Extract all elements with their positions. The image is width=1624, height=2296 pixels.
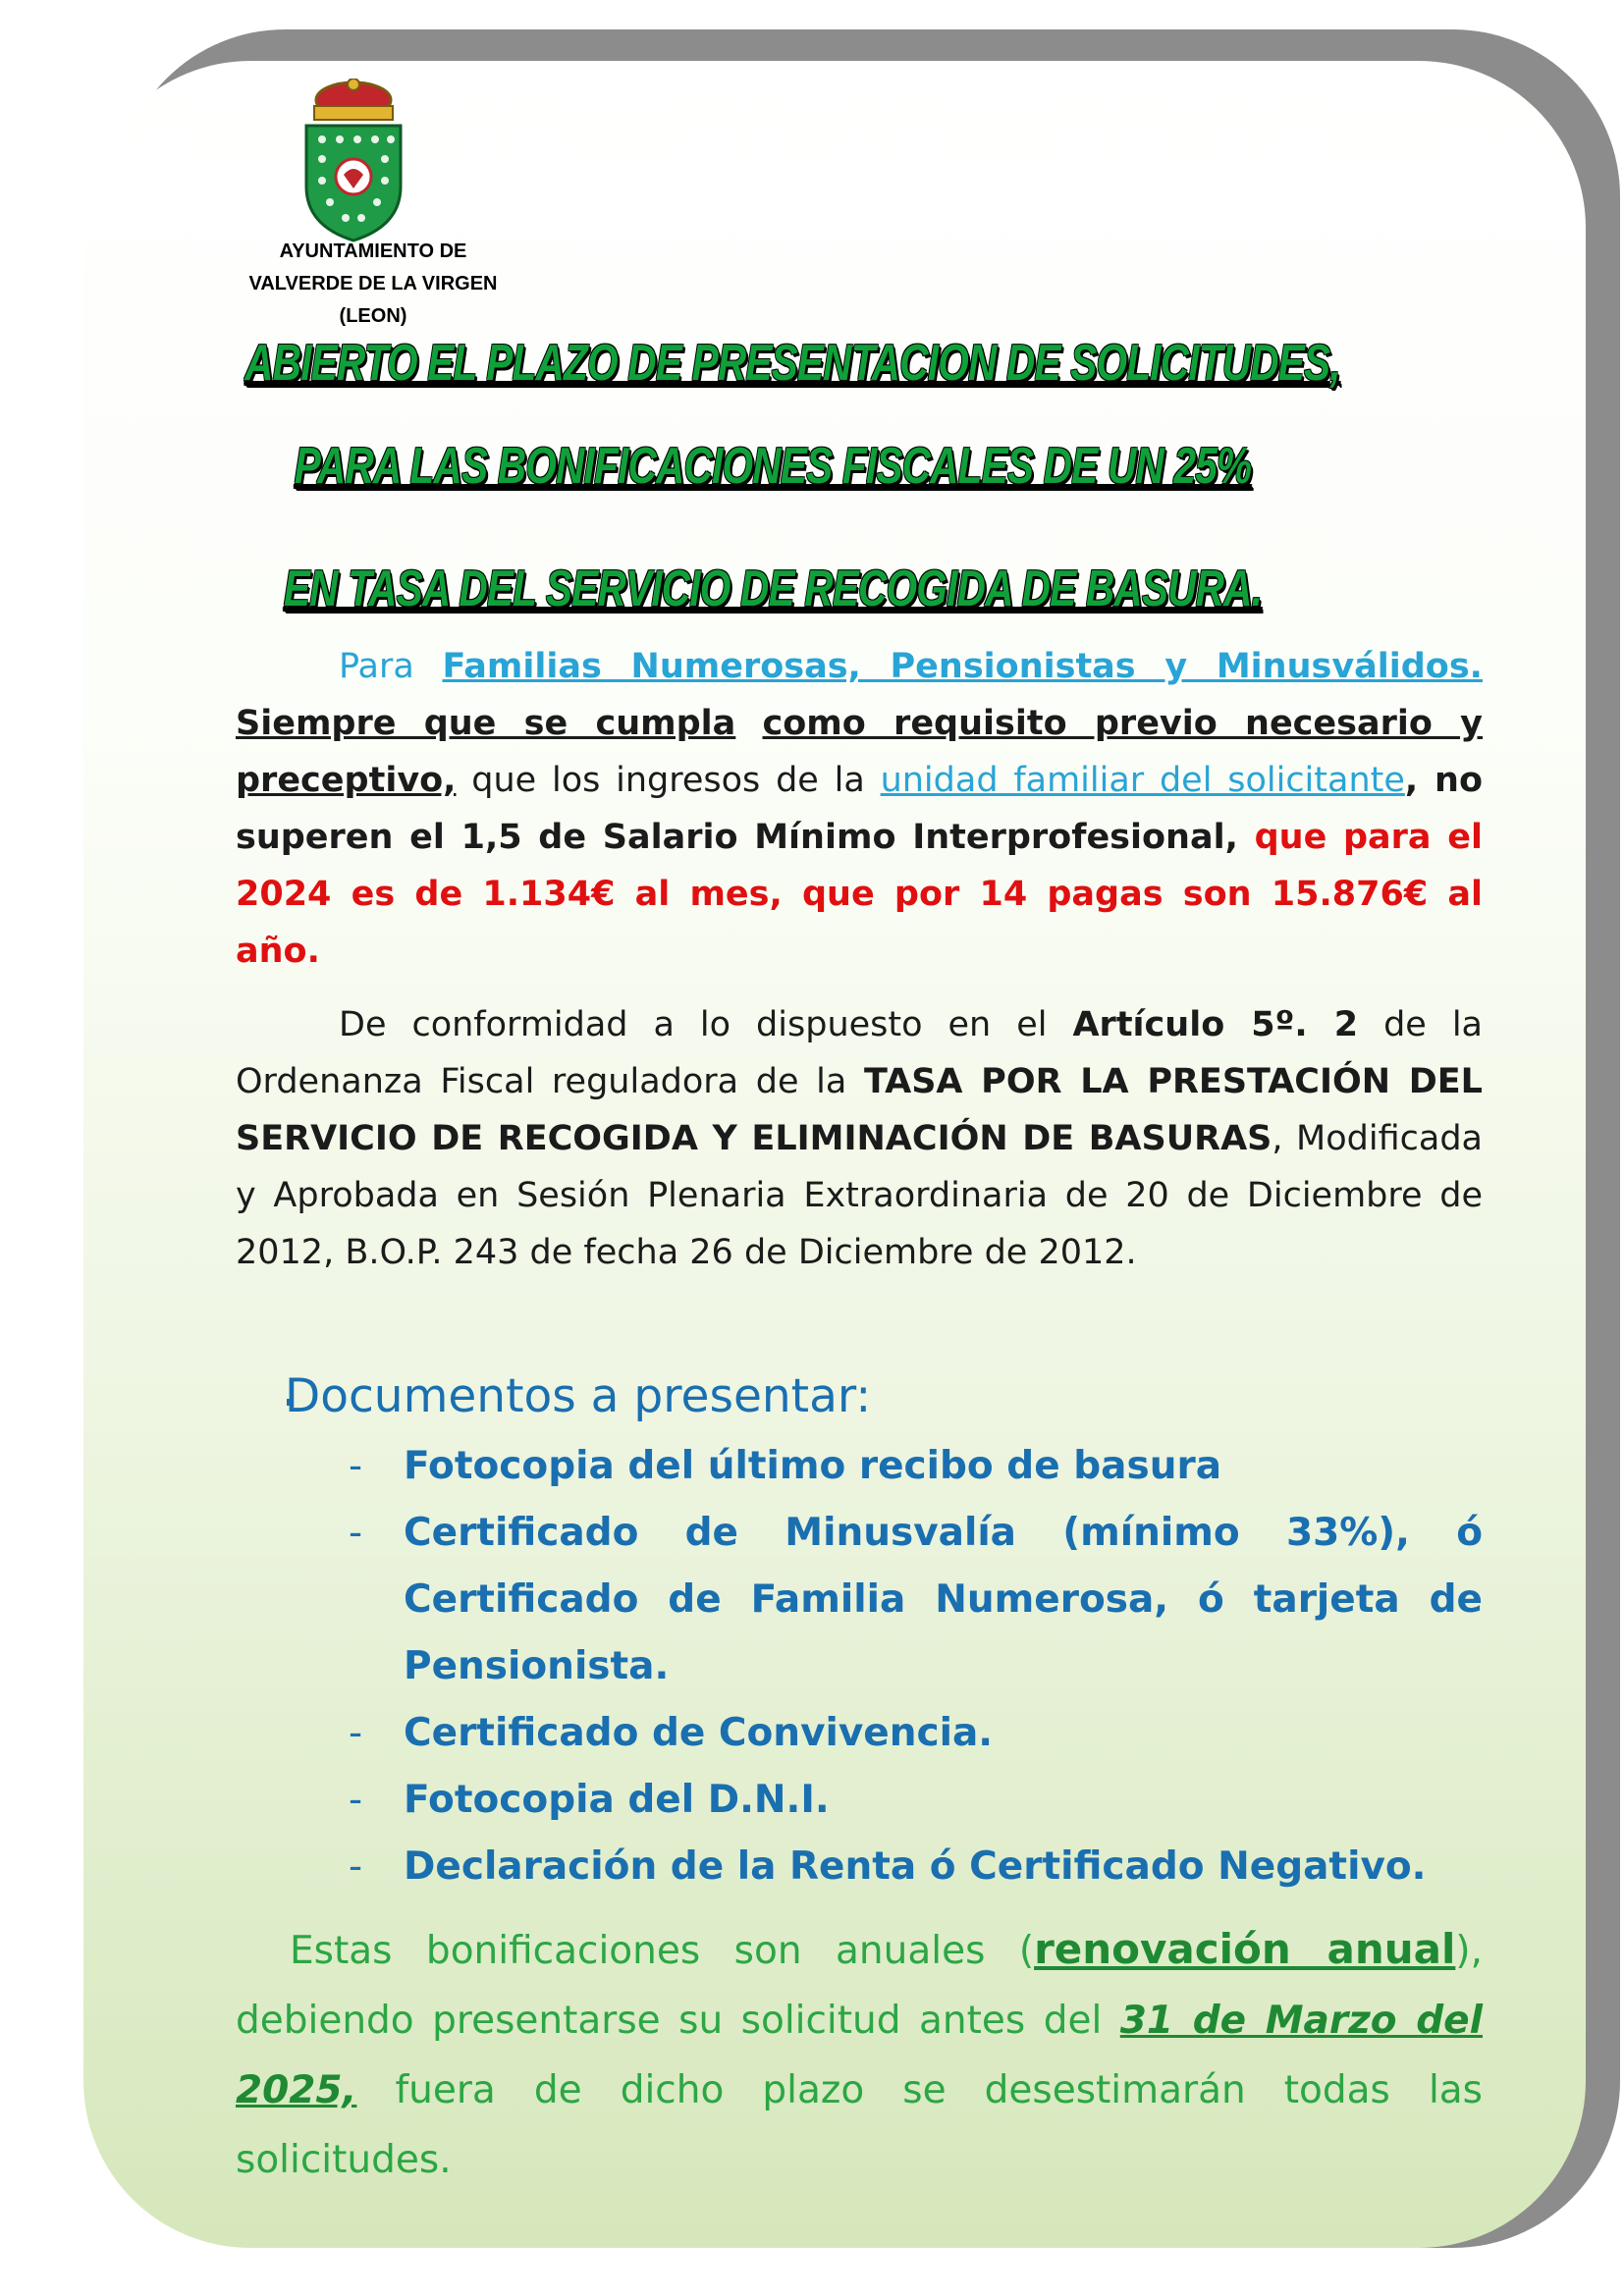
dash-icon: -: [349, 1711, 363, 1755]
dash-icon: -: [349, 1778, 363, 1822]
closing-paragraph: [236, 1914, 1483, 2195]
list-item: [349, 1834, 1483, 1900]
closing-text-2: ), debiendo presentarse su solicitud antes del: [236, 1929, 1483, 2043]
list-item: [349, 1767, 1483, 1834]
legal-text-3: , Modificada y Aprobada en Sesión Plenaria Extraordinaria de 20 de Diciembre de 2012, B.O.P. 243 de fecha 26 de Diciembre de 2012.: [236, 1119, 1483, 1272]
org-line-1: AYUNTAMIENTO DE: [279, 240, 467, 262]
deadline-text: 31 de Marzo del 2025,: [236, 1999, 1483, 2112]
income-text-1: que los ingresos de la: [456, 761, 881, 800]
dash-icon: -: [349, 1444, 363, 1488]
list-item: [349, 1500, 1483, 1700]
lead-text: Para: [339, 647, 443, 686]
dash-icon: -: [349, 1844, 363, 1889]
article-ref: Artículo 5º. 2: [1072, 1005, 1359, 1044]
condition-text-b: como requisito previo necesario y preceptivo,: [236, 704, 1483, 800]
coat-of-arms-icon: [295, 79, 412, 245]
document-item-text: Fotocopia del D.N.I.: [404, 1778, 830, 1822]
document-item-text: Declaración de la Renta ó Certificado Negativo.: [404, 1844, 1427, 1889]
condition-text-a: Siempre que se cumpla: [236, 704, 736, 743]
amount-text: que para el 2024 es de 1.134€ al mes, que por 14 pagas son 15.876€ al año.: [236, 818, 1483, 971]
tasa-name: TASA POR LA PRESTACIÓN DEL SERVICIO DE RECOGIDA Y ELIMINACIÓN DE BASURAS: [236, 1062, 1483, 1158]
income-text-2: , no superen el 1,5 de Salario Mínimo Interprofesional,: [236, 761, 1484, 857]
closing-text-1: Estas bonificaciones son anuales (: [290, 1929, 1035, 1973]
legal-basis-paragraph: [236, 996, 1483, 1281]
org-line-3: (LEON): [339, 305, 407, 327]
organization-name: [211, 236, 535, 333]
renewal-text: renovación anual: [1034, 1925, 1456, 1973]
headline-line-1: ABIERTO EL PLAZO DE PRESENTACION DE SOLICITUDES,: [244, 335, 1340, 392]
documents-title: Documentos a presentar:: [285, 1369, 872, 1423]
beneficiaries-text: Familias Numerosas, Pensionistas y Minusválidos.: [442, 647, 1483, 686]
dash-icon: -: [349, 1511, 363, 1555]
document-item-text: Fotocopia del último recibo de basura: [404, 1444, 1222, 1488]
headline-line-2: PARA LAS BONIFICACIONES FISCALES DE UN 25%: [294, 438, 1252, 495]
closing-text-3: fuera de dicho plazo se desestimarán todas las solicitudes.: [236, 2068, 1483, 2182]
list-item: [349, 1433, 1483, 1500]
family-unit-text: unidad familiar del solicitante: [880, 761, 1405, 800]
document-item-text: Certificado de Minusvalía (mínimo 33%), ó Certificado de Familia Numerosa, ó tarjeta de Pensionista.: [404, 1511, 1483, 1688]
list-item: [349, 1700, 1483, 1767]
legal-text-1: De conformidad a lo dispuesto en el: [339, 1005, 1073, 1044]
legal-text-2: de la Ordenanza Fiscal reguladora de la: [236, 1005, 1483, 1101]
org-line-2: VALVERDE DE LA VIRGEN: [248, 273, 498, 294]
documents-list: [349, 1433, 1483, 1900]
eligibility-paragraph: [236, 638, 1483, 980]
document-item-text: Certificado de Convivencia.: [404, 1711, 994, 1755]
headline-line-3: EN TASA DEL SERVICIO DE RECOGIDA DE BASURA.: [283, 561, 1263, 617]
